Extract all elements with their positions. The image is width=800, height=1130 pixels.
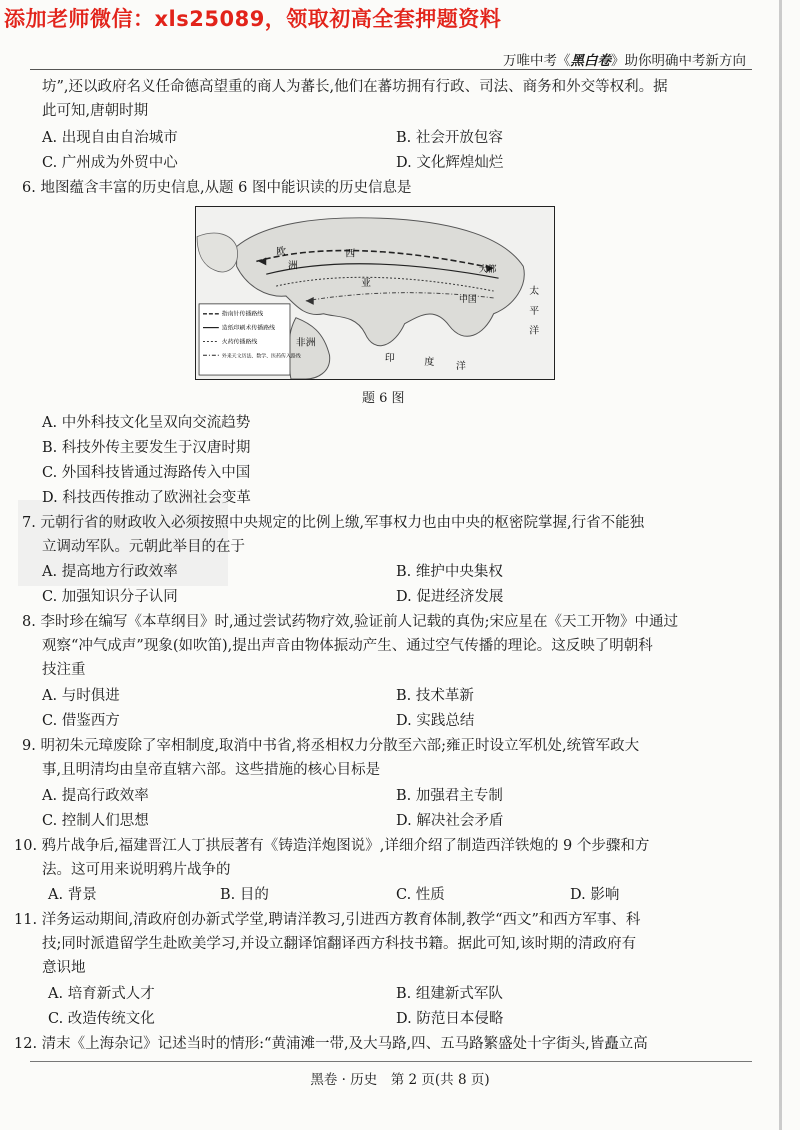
q10-line-1	[14, 839, 649, 854]
q7-option-a: A. 提高地方行政效率	[42, 564, 178, 580]
map-label-tai: 太	[529, 285, 540, 297]
q7-line-2: 立调动军队。元朝此举目的在于	[42, 539, 245, 555]
q5-option-b: B. 社会开放包容	[396, 130, 503, 146]
q9-line-1-text: 明初朱元璋废除了宰相制度,取消中书省,将丞相权力分散至六部;雍正时设立军机处,统管军政大	[40, 738, 640, 754]
footer-divider	[30, 1061, 752, 1062]
header-prefix: 万唯中考《	[503, 53, 571, 69]
q5-option-c: C. 广州成为外贸中心	[42, 155, 178, 171]
q12-number: 12.	[14, 1036, 38, 1052]
map-label-yang-indian: 洋	[456, 361, 466, 373]
q8-option-c: C. 借鉴西方	[42, 713, 120, 729]
q9-option-b: B. 加强君主专制	[396, 788, 503, 804]
q6-stem-text: 地图蕴含丰富的历史信息,从题 6 图中能识读的历史信息是	[40, 180, 412, 196]
q11-line-3: 意识地	[42, 960, 86, 976]
legend-item-3: 火药传播路线	[221, 338, 258, 346]
legend-item-1: 指南针传播路线	[221, 310, 264, 318]
map-label-ping: 平	[529, 305, 540, 317]
q6-figure-caption: 题 6 图	[362, 391, 405, 406]
q7-option-b: B. 维护中央集权	[396, 564, 503, 580]
q5-line-2: 此可知,唐朝时期	[42, 103, 149, 119]
q10-option-d: D. 影响	[570, 887, 620, 903]
q8-line-2: 观察“冲气成声”现象(如吹笛),提出声音由物体振动产生、通过空气传播的理论。这反映了明朝科	[42, 638, 653, 654]
q6-map-svg	[196, 207, 554, 379]
q6-option-b: B. 科技外传主要发生于汉唐时期	[42, 440, 251, 456]
q11-number: 11.	[14, 912, 38, 928]
page-header	[503, 49, 746, 69]
q11-line-1-text: 洋务运动期间,清政府创办新式学堂,聘请洋教习,引进西方教育体制,教学“西文”和西方军事、科	[41, 912, 641, 928]
map-label-africa: 非洲	[295, 337, 316, 349]
legend-item-4: 外来天文历法、数学、医药传入路线	[221, 353, 301, 360]
q11-option-c: C. 改造传统文化	[48, 1011, 155, 1027]
map-label-ya: 亚	[361, 278, 372, 290]
q6-map-figure	[195, 206, 555, 380]
q9-option-c: C. 控制人们思想	[42, 813, 149, 829]
q12-line-1	[14, 1037, 648, 1052]
page-edge-shadow	[779, 0, 782, 1130]
q8-line-1	[22, 615, 678, 630]
q9-line-2: 事,且明清均由皇帝直辖六部。这些措施的核心目标是	[42, 762, 381, 778]
q11-line-1	[14, 913, 640, 928]
q7-option-d: D. 促进经济发展	[396, 589, 504, 605]
q9-option-a: A. 提高行政效率	[42, 788, 149, 804]
map-label-yin: 印	[384, 353, 395, 365]
watermark-text: 添加老师微信：xls25089，领取初高全套押题资料	[4, 7, 502, 31]
q9-option-d: D. 解决社会矛盾	[396, 813, 504, 829]
map-label-du: 度	[424, 357, 435, 369]
q6-number: 6.	[22, 180, 36, 196]
q8-number: 8.	[22, 614, 36, 630]
q7-number: 7.	[22, 515, 36, 531]
q10-number: 10.	[14, 838, 38, 854]
map-label-zhou: 洲	[288, 260, 298, 272]
q9-number: 9.	[22, 738, 36, 754]
header-divider	[30, 69, 752, 70]
q7-option-c: C. 加强知识分子认同	[42, 589, 178, 605]
q11-option-d: D. 防范日本侵略	[396, 1011, 504, 1027]
q8-line-3: 技注重	[42, 662, 86, 678]
map-label-dadu: 大都	[478, 265, 497, 276]
map-label-ou: 欧	[276, 246, 287, 258]
map-label-yang-pacific: 洋	[529, 325, 540, 337]
q10-option-b: B. 目的	[220, 887, 269, 903]
q8-option-b: B. 技术革新	[396, 688, 474, 704]
q6-option-a: A. 中外科技文化呈双向交流趋势	[42, 415, 251, 431]
q10-line-1-text: 鸦片战争后,福建晋江人丁拱辰著有《铸造洋炮图说》,详细介绍了制造西洋铁炮的 9 个步骤和方	[41, 838, 650, 854]
q5-option-d: D. 文化辉煌灿烂	[396, 155, 504, 171]
q10-line-2: 法。这可用来说明鸦片战争的	[42, 862, 231, 878]
legend-item-2: 造纸印刷术传播路线	[221, 324, 276, 332]
page-footer: 黑卷 · 历史 第 2 页(共 8 页)	[310, 1072, 490, 1088]
map-label-china: 中国	[459, 294, 477, 305]
map-label-xi: 西	[345, 248, 356, 260]
header-suffix: 》助你明确中考新方向	[611, 53, 746, 69]
q7-line-1	[22, 516, 644, 531]
q10-option-a: A. 背景	[48, 887, 97, 903]
q7-line-1-text: 元朝行省的财政收入必须按照中央规定的比例上缴,军事权力也由中央的枢密院掌握,行省不能独	[40, 515, 645, 531]
q11-option-a: A. 培育新式人才	[48, 986, 155, 1002]
q9-line-1	[22, 739, 639, 754]
q5-line-1: 坊”,还以政府名义任命德高望重的商人为蕃长,他们在蕃坊拥有行政、司法、商务和外交等权利。据	[42, 79, 668, 95]
q8-line-1-text: 李时珍在编写《本草纲目》时,通过尝试药物疗效,验证前人记载的真伪;宋应星在《天工开物》中通过	[40, 614, 679, 630]
header-brand: 黑白卷	[570, 53, 611, 69]
q8-option-a: A. 与时俱进	[42, 688, 120, 704]
q8-option-d: D. 实践总结	[396, 713, 475, 729]
q12-line-1-text: 清末《上海杂记》记述当时的情形:“黄浦滩一带,及大马路,四、五马路繁盛处十字街头,皆矗立高	[41, 1036, 648, 1052]
q6-option-c: C. 外国科技皆通过海路传入中国	[42, 465, 251, 481]
q10-option-c: C. 性质	[396, 887, 445, 903]
q11-line-2: 技;同时派遣留学生赴欧美学习,并设立翻译馆翻译西方科技书籍。据此可知,该时期的清政府有	[42, 936, 637, 952]
q6-stem	[22, 181, 412, 196]
q11-option-b: B. 组建新式军队	[396, 986, 503, 1002]
q6-option-d: D. 科技西传推动了欧洲社会变革	[42, 490, 251, 506]
q5-option-a: A. 出现自由自治城市	[42, 130, 178, 146]
